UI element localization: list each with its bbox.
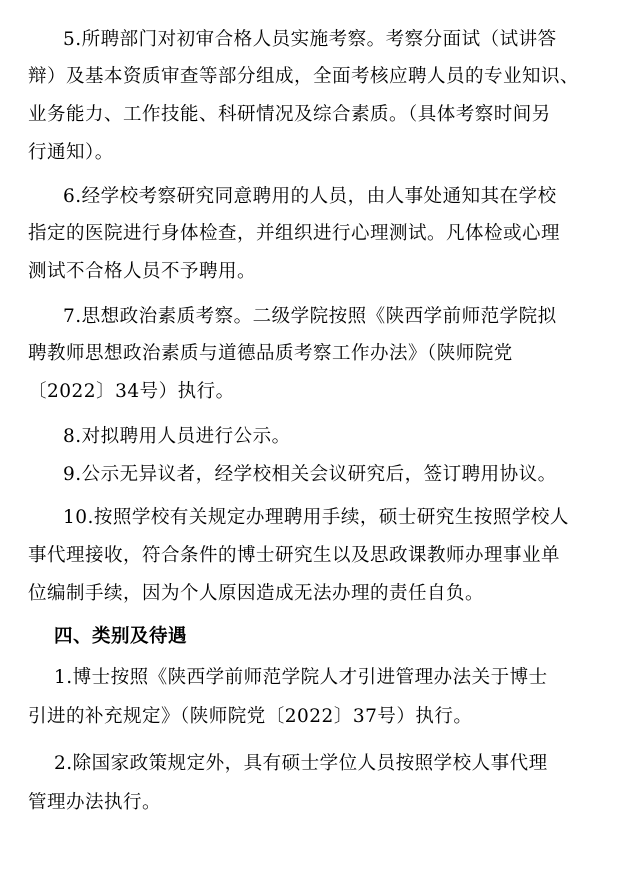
section-heading: 四、类别及待遇 bbox=[54, 626, 188, 647]
text-line: 管理办法执行。 bbox=[28, 792, 162, 813]
text-line: 辩）及基本资质审查等部分组成，全面考核应聘人员的专业知识、 bbox=[28, 66, 580, 87]
text-line: 〔2022〕34号）执行。 bbox=[28, 381, 235, 402]
text-line: 8.对拟聘用人员进行公示。 bbox=[63, 426, 291, 447]
text-line: 7.思想政治素质考察。二级学院按照《陕西学前师范学院拟 bbox=[63, 306, 557, 327]
text-line: 行通知）。 bbox=[28, 142, 114, 163]
text-line: 2.除国家政策规定外，具有硕士学位人员按照学校人事代理 bbox=[54, 753, 548, 774]
text-line: 位编制手续，因为个人原因造成无法办理的责任自负。 bbox=[28, 583, 485, 604]
text-line: 测试不合格人员不予聘用。 bbox=[28, 261, 257, 282]
text-line: 业务能力、工作技能、科研情况及综合素质。（具体考察时间另 bbox=[28, 104, 551, 125]
text-line: 6.经学校考察研究同意聘用的人员，由人事处通知其在学校 bbox=[63, 186, 557, 207]
text-line: 聘教师思想政治素质与道德品质考察工作办法》（陕师院党 bbox=[28, 343, 513, 364]
text-line: 引进的补充规定》（陕师院党〔2022〕37号）执行。 bbox=[28, 706, 473, 727]
text-line: 5.所聘部门对初审合格人员实施考察。考察分面试（试讲答 bbox=[63, 29, 557, 50]
text-line: 指定的医院进行身体检查，并组织进行心理测试。凡体检或心理 bbox=[28, 223, 561, 244]
text-line: 9.公示无异议者，经学校相关会议研究后，签订聘用协议。 bbox=[63, 464, 557, 485]
text-line: 10.按照学校有关规定办理聘用手续，硕士研究生按照学校人 bbox=[63, 507, 569, 528]
text-line: 1.博士按照《陕西学前师范学院人才引进管理办法关于博士 bbox=[54, 667, 548, 688]
text-line: 事代理接收，符合条件的博士研究生以及思政课教师办理事业单 bbox=[28, 545, 561, 566]
